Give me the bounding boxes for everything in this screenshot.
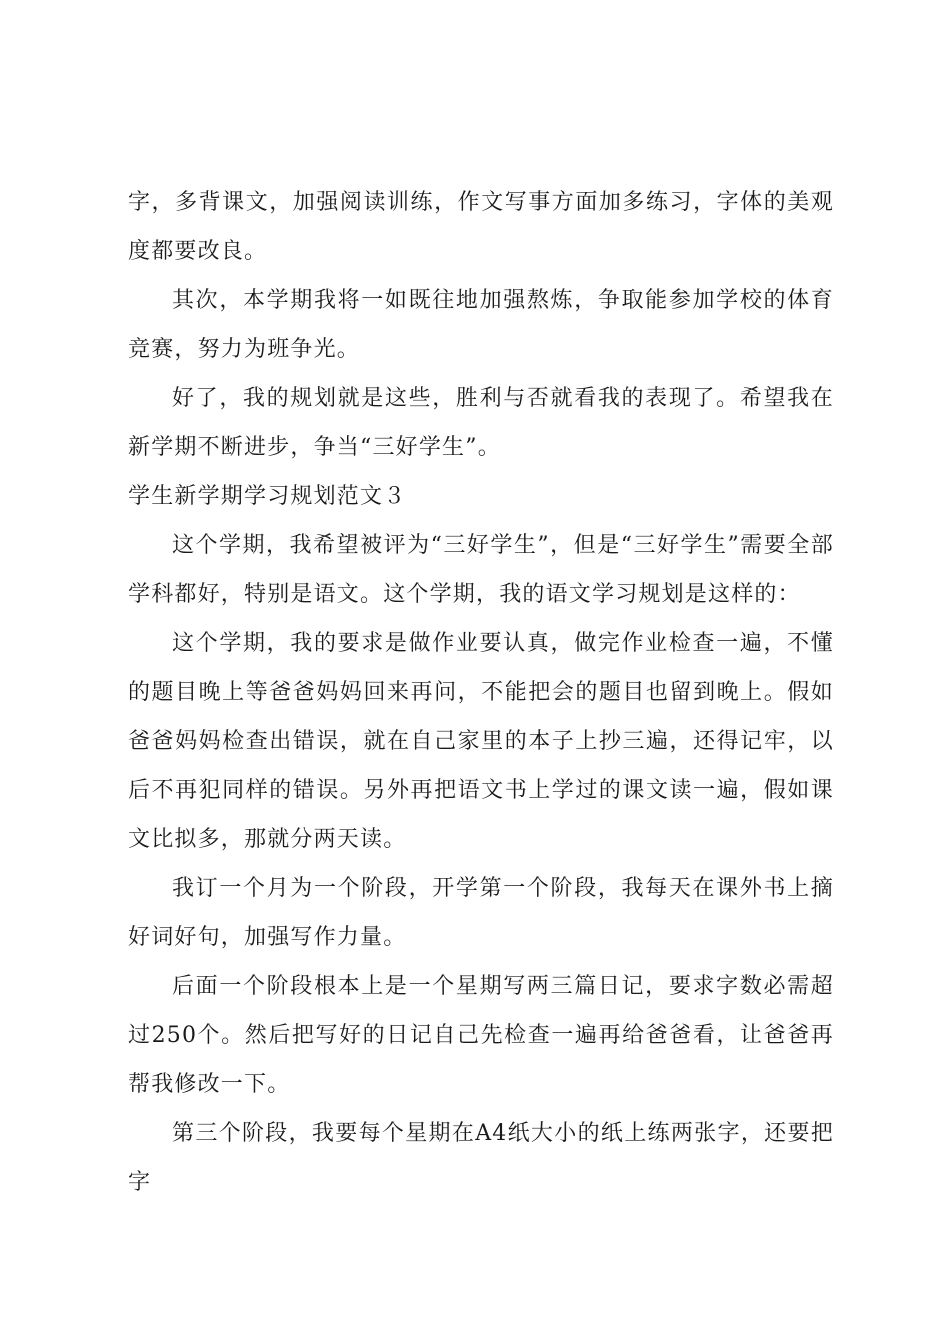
paragraph-intro: 这个学期，我希望被评为“三好学生”，但是“三好学生”需要全部学科都好，特别是语文。这个学期，我的语文学习规划是这样的： bbox=[128, 533, 834, 607]
section-heading: 学生新学期学习规划范文３ bbox=[128, 484, 407, 509]
paragraph-continuation: 字，多背课文，加强阅读训练，作文写事方面加多练习，字体的美观度都要改良。 bbox=[128, 190, 834, 264]
document-body bbox=[128, 178, 834, 1207]
paragraph-stage-one: 我订一个月为一个阶段，开学第一个阶段，我每天在课外书上摘好词好句，加强写作力量。 bbox=[128, 876, 834, 950]
paragraph-homework: 这个学期，我的要求是做作业要认真，做完作业检查一遍，不懂的题目晚上等爸爸妈妈回来再问，不能把会的题目也留到晚上。假如爸爸妈妈检查出错误，就在自己家里的本子上抄三遍，还得记牢，以后不再犯同样的错误。另外再把语文书上学过的课文读一遍，假如课文比拟多，那就分两天读。 bbox=[128, 631, 834, 852]
paragraph-conclusion: 好了，我的规划就是这些，胜利与否就看我的表现了。希望我在新学期不断进步，争当“三好学生”。 bbox=[128, 386, 834, 460]
paragraph-stage-two: 后面一个阶段根本上是一个星期写两三篇日记，要求字数必需超过250个。然后把写好的日记自己先检查一遍再给爸爸看，让爸爸再帮我修改一下。 bbox=[128, 974, 834, 1097]
paragraph-stage-three: 第三个阶段，我要每个星期在A4纸大小的纸上练两张字，还要把字 bbox=[128, 1121, 834, 1195]
paragraph-exercise-plan: 其次，本学期我将一如既往地加强熬炼，争取能参加学校的体育竞赛，努力为班争光。 bbox=[128, 288, 834, 362]
